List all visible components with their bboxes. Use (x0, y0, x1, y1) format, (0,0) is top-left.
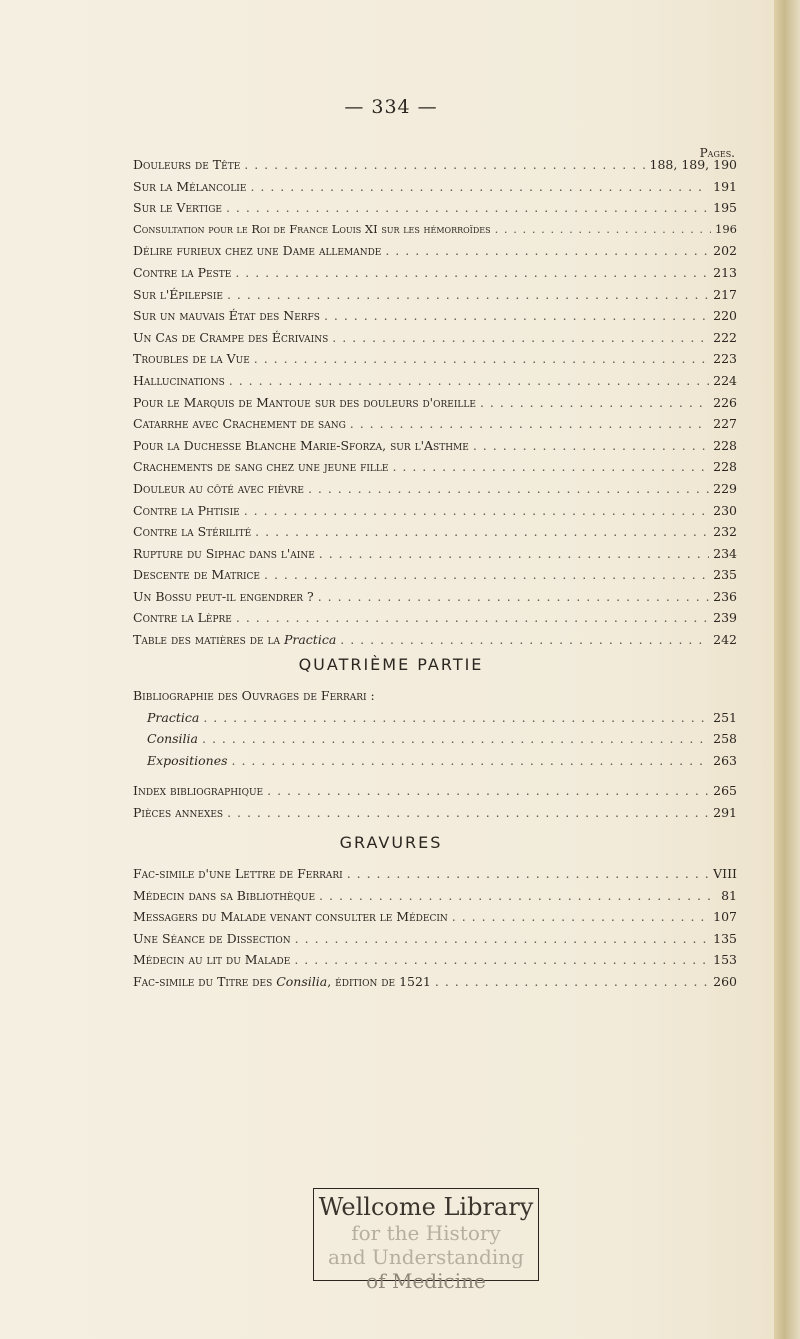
stamp-line-2: for the History (351, 1221, 501, 1245)
toc-row: Sur l'Épilepsie . . . 217 (133, 287, 737, 309)
toc-row: Catarrhe avec Crachement de sang . . . 227 (133, 416, 737, 438)
toc-row: Hallucinations . . . 224 (133, 373, 737, 395)
toc-row: Pour la Duchesse Blanche Marie-Sforza, sur l'Asthme . . . 228 (133, 438, 737, 460)
toc-row: Contre la Peste . . . 213 (133, 265, 737, 287)
toc-row: Douleurs de Tête . . . 188, 189, 190 (133, 157, 737, 179)
toc-row: Rupture du Siphac dans l'aine . . . 234 (133, 546, 737, 568)
stamp-line-3: and Understanding (328, 1245, 524, 1269)
stamp-line-1: Wellcome Library (318, 1193, 534, 1221)
bibliography-label: Bibliographie des Ouvrages de Ferrari : (133, 688, 375, 703)
toc-row: Sur un mauvais État des Nerfs . . . 220 (133, 308, 737, 330)
toc-row: Expositiones . . . 263 (133, 753, 737, 775)
toc-row: Practica . . . 251 (133, 710, 737, 732)
toc-row: Un Bossu peut-il engendrer ? . . . 236 (133, 589, 737, 611)
toc-row: Contre la Stérilité . . . 232 (133, 524, 737, 546)
part4-heading: QUATRIÈME PARTIE (298, 655, 484, 674)
toc-row: Sur le Vertige . . . 195 (133, 200, 737, 222)
toc-gravures (133, 866, 737, 996)
toc-row: Messagers du Malade venant consulter le Médecin . . . 107 (133, 909, 737, 931)
toc-row: Pour le Marquis de Mantoue sur des douleurs d'oreille . . . 226 (133, 395, 737, 417)
gravures-heading: GRAVURES (339, 833, 443, 852)
toc-row: Crachements de sang chez une jeune fille . . . 228 (133, 459, 737, 481)
toc-row: Sur la Mélancolie . . . 191 (133, 179, 737, 201)
toc-row: Un Cas de Crampe des Écrivains . . . 222 (133, 330, 737, 352)
library-stamp (313, 1188, 539, 1293)
toc-row: Troubles de la Vue . . . 223 (133, 351, 737, 373)
toc-row: Fac-simile du Titre des Consilia, édition de 1521 . . . 260 (133, 974, 737, 996)
toc-row: Douleur au côté avec fièvre . . . 229 (133, 481, 737, 503)
book-edge (774, 0, 800, 1339)
toc-part3 (133, 157, 737, 654)
toc-row: Contre la Lèpre . . . 239 (133, 610, 737, 632)
toc-row: Fac-simile d'une Lettre de Ferrari . . . VIII (133, 866, 737, 888)
toc-row: Contre la Phtisie . . . 230 (133, 503, 737, 525)
toc-row: Pièces annexes . . . 291 (133, 805, 737, 827)
toc-part4 (133, 688, 737, 827)
toc-row: Descente de Matrice . . . 235 (133, 567, 737, 589)
toc-row: Médecin dans sa Bibliothèque . . . 81 (133, 888, 737, 910)
toc-row: Médecin au lit du Malade . . . 153 (133, 952, 737, 974)
stamp-line-4: of Medicine (366, 1269, 486, 1293)
page-number: — 334 — (344, 96, 438, 118)
toc-row: Une Séance de Dissection . . . 135 (133, 931, 737, 953)
toc-row: Consilia . . . 258 (133, 731, 737, 753)
pages-column-label: Pages. (699, 146, 735, 160)
toc-row: Table des matières de la Practica . . . 242 (133, 632, 737, 654)
toc-row: Consultation pour le Roi de France Louis XI sur les hémorroïdes . . . 196 (133, 222, 737, 244)
toc-row: Délire furieux chez une Dame allemande . . . 202 (133, 243, 737, 265)
toc-row: Index bibliographique . . . 265 (133, 783, 737, 805)
